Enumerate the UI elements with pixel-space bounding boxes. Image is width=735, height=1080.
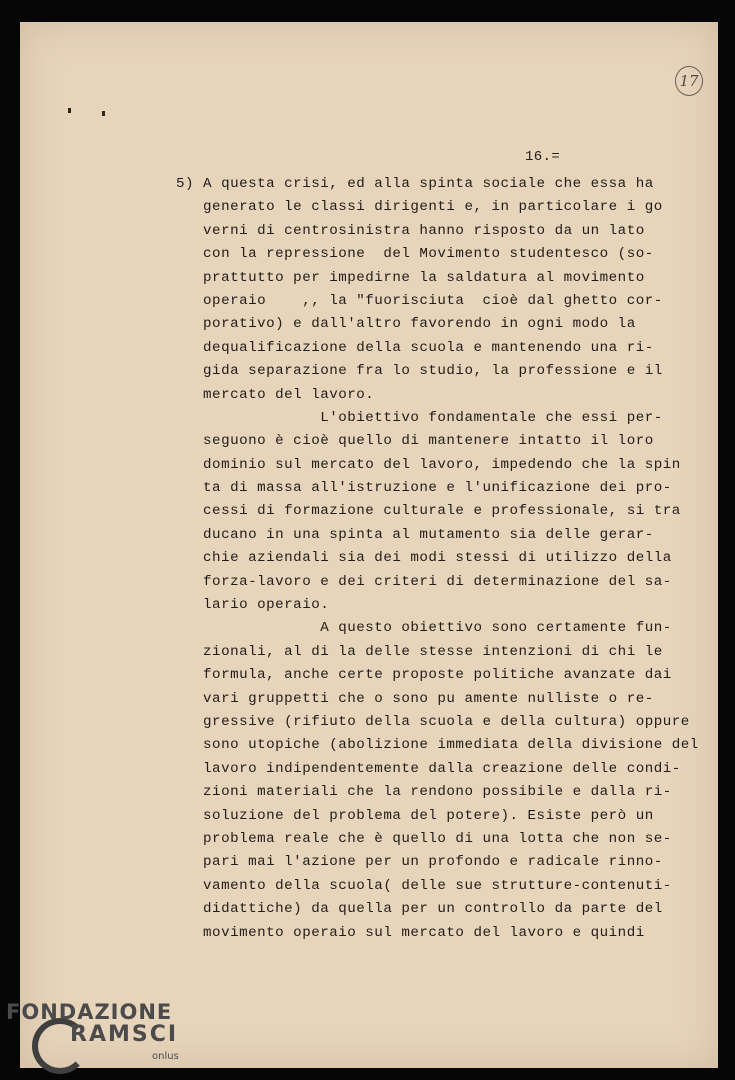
typed-body-text: [176, 173, 699, 945]
text-line: generato le classi dirigenti e, in particolare i go: [176, 199, 663, 216]
text-line: vari gruppetti che o sono pu amente nulliste o re-: [176, 690, 654, 707]
text-line: formula, anche certe proposte politiche avanzate dai: [176, 667, 672, 684]
text-line: prattutto per impedirne la saldatura al movimento: [176, 269, 645, 286]
text-line: ta di massa all'istruzione e l'unificazione dei pro-: [176, 480, 672, 497]
page-number: 16.=: [525, 149, 561, 165]
punch-mark: [102, 111, 105, 116]
watermark-line-1: FONDAZIONE: [6, 1000, 173, 1024]
text-line: dequalificazione della scuola e mantenendo una ri-: [176, 339, 654, 356]
text-line: dominio sul mercato del lavoro, impedendo che la spin: [176, 456, 681, 473]
watermark-line-3: onlus: [152, 1051, 179, 1062]
text-line: lario operaio.: [176, 597, 330, 614]
text-line: mercato del lavoro.: [176, 386, 375, 403]
text-line: verni di centrosinistra hanno risposto da un lato: [176, 222, 645, 239]
text-line: pari mai l'azione per un profondo e radicale rinno-: [176, 854, 663, 871]
text-line: sono utopiche (abolizione immediata della divisione del: [176, 737, 699, 754]
text-line: seguono è cioè quello di mantenere intatto il loro: [176, 433, 654, 450]
text-line: operaio ,, la "fuorisciuta cioè dal ghetto cor-: [176, 292, 663, 309]
text-line: zioni materiali che la rendono possibile e dalla ri-: [176, 784, 672, 801]
watermark-line-2: RAMSCI: [70, 1022, 179, 1047]
text-line: gida separazione fra lo studio, la professione e il: [176, 363, 663, 380]
text-line: gressive (rifiuto della scuola e della cultura) oppure: [176, 713, 690, 730]
text-line: porativo) e dall'altro favorendo in ogni modo la: [176, 316, 636, 333]
text-line: 5) A questa crisi, ed alla spinta sociale che essa ha: [176, 176, 654, 192]
foundation-watermark: [6, 1000, 206, 1076]
text-line: con la repressione del Movimento studentesco (so-: [176, 246, 654, 263]
text-line: didattiche) da quella per un controllo da parte del: [176, 901, 663, 918]
text-line: problema reale che è quello di una lotta che non se-: [176, 830, 672, 847]
text-line: cessi di formazione culturale e professionale, si tra: [176, 503, 681, 520]
text-line: movimento operaio sul mercato del lavoro e quindi: [176, 924, 645, 941]
text-line: ducano in una spinta al mutamento sia delle gerar-: [176, 526, 654, 543]
text-line: forza-lavoro e dei criteri di determinazione del sa-: [176, 573, 672, 590]
text-line: soluzione del problema del potere). Esiste però un: [176, 807, 654, 824]
text-line: chie aziendali sia dei modi stessi di utilizzo della: [176, 550, 672, 567]
archive-page-mark: 17: [675, 66, 703, 96]
text-line: A questo obiettivo sono certamente fun-: [176, 620, 672, 637]
punch-mark: [68, 108, 71, 113]
text-line: vamento della scuola( delle sue strutture-contenuti-: [176, 877, 672, 894]
text-line: zionali, al di la delle stesse intenzioni di chi le: [176, 643, 663, 660]
text-line: lavoro indipendentemente dalla creazione delle condi-: [176, 760, 681, 777]
text-line: L'obiettivo fondamentale che essi per-: [176, 409, 663, 426]
